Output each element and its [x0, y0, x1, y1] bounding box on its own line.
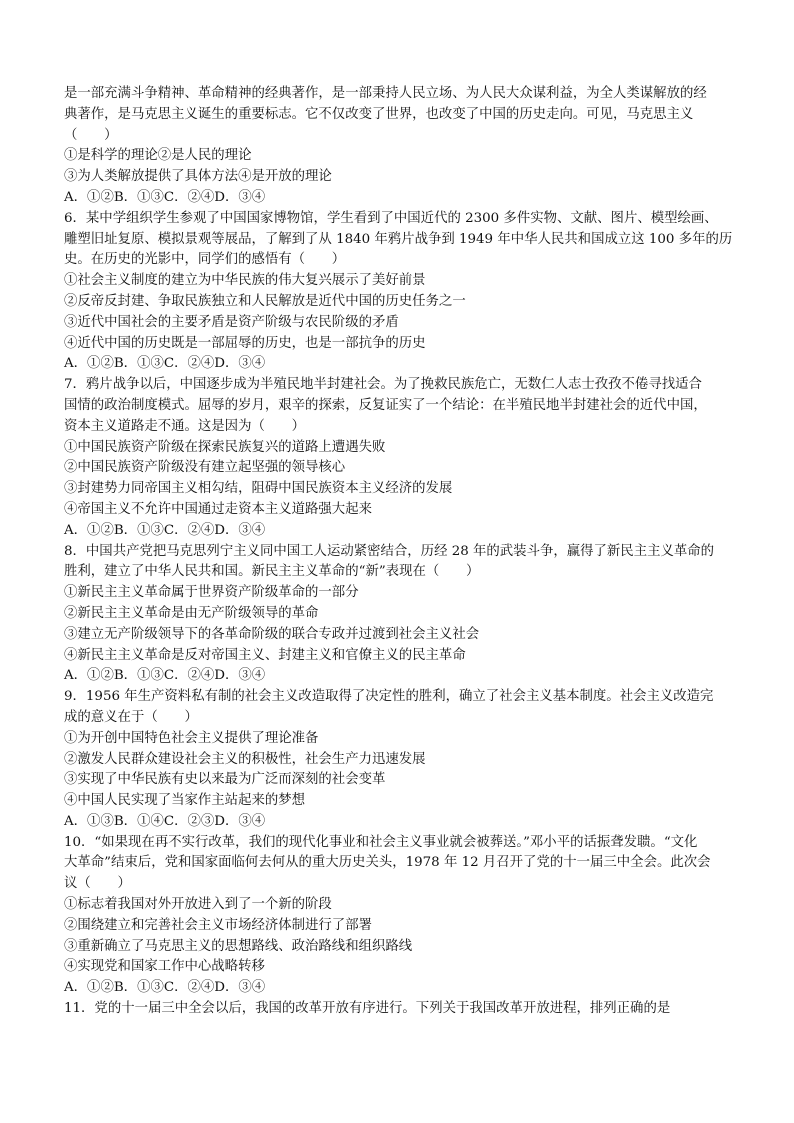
answer-choices: A．①②B．①③C．②④D．③④	[64, 356, 266, 372]
question-7	[64, 375, 732, 541]
question-text-line: 议（ ）	[64, 876, 131, 892]
option-statement: ②新民主主义革命是由无产阶级领导的革命	[64, 605, 319, 621]
question-text-line: 史。在历史的光影中，同学们的感悟有（ ）	[64, 252, 346, 268]
question-stem: 7．鸦片战争以后，中国逐步成为半殖民地半封建社会。为了挽救民族危亡，无数仁人志士孜孜不倦寻找适合	[64, 377, 702, 393]
question-11	[64, 999, 732, 1020]
question-text-line: 胜利，建立了中华人民共和国。新民主主义革命的“新”表现在（ ）	[64, 564, 480, 580]
option-statement: ③为人类解放提供了具体方法④是开放的理论	[64, 169, 332, 185]
option-statement: ③重新确立了马克思主义的思想路线、政治路线和组织路线	[64, 938, 413, 954]
question-text-line: 国情的政治制度模式。屈辱的岁月，艰辛的探索，反复证实了一个结论：在半殖民地半封建社会的近代中国，	[64, 397, 707, 413]
question-6	[64, 209, 732, 375]
question-text-line: 大革命”结束后，党和国家面临何去何从的重大历史关头，1978 年 12 月召开了党的十一届三中全会。此次会	[64, 855, 711, 871]
option-statement: ①为开创中国特色社会主义提供了理论准备	[64, 730, 319, 746]
question-stem: 11．党的十一届三中全会以后，我国的改革开放有序进行。下列关于我国改革开放进程，排列正确的是	[64, 1001, 671, 1017]
option-statement: ④近代中国的历史既是一部屈辱的历史，也是一部抗争的历史	[64, 335, 426, 351]
option-statement: ③实现了中华民族有史以来最为广泛而深刻的社会变革	[64, 772, 386, 788]
question-continuation	[64, 84, 732, 209]
answer-choices: A．①②B．①③C．②④D．③④	[64, 980, 266, 996]
answer-choices: A．①②B．①③C．②④D．③④	[64, 668, 266, 684]
option-statement: ②围绕建立和完善社会主义市场经济体制进行了部署	[64, 917, 372, 933]
question-stem: 9．1956 年生产资料私有制的社会主义改造取得了决定性的胜利，确立了社会主义基本制度。社会主义改造完	[64, 689, 714, 705]
answer-choices: A．①③B．①④C．②③D．③④	[64, 813, 266, 829]
option-statement: ④帝国主义不允许中国通过走资本主义道路强大起来	[64, 501, 372, 517]
question-8	[64, 542, 732, 688]
question-text-line: 资本主义道路走不通。这是因为（ ）	[64, 418, 306, 434]
question-text-line: 典著作，是马克思主义诞生的重要标志。它不仅改变了世界，也改变了中国的历史走向。可见，马克思主义	[64, 106, 694, 122]
answer-choices: A．①②B．①③C．②④D．③④	[64, 189, 266, 205]
option-statement: ①标志着我国对外开放进入到了一个新的阶段	[64, 897, 332, 913]
option-statement: ④中国人民实现了当家作主站起来的梦想	[64, 793, 306, 809]
option-statement: ③建立无产阶级领导下的各革命阶级的联合专政并过渡到社会主义社会	[64, 626, 480, 642]
option-statement: ①新民主主义革命属于世界资产阶级革命的一部分	[64, 585, 359, 601]
option-statement: ①是科学的理论②是人民的理论	[64, 148, 252, 164]
option-statement: ①社会主义制度的建立为中华民族的伟大复兴展示了美好前景	[64, 273, 426, 289]
question-text-line: 是一部充满斗争精神、革命精神的经典著作，是一部秉持人民立场、为人民大众谋利益，为全人类谋解放的经	[64, 86, 707, 101]
option-statement: ④新民主主义革命是反对帝国主义、封建主义和官僚主义的民主革命	[64, 647, 466, 663]
exam-page	[64, 84, 732, 1020]
question-text-line: 雕塑旧址复原、模拟景观等展品，了解到了从 1840 年鸦片战争到 1949 年中华人民共和国成立这 100 多年的历	[64, 231, 733, 247]
option-statement: ②反帝反封建、争取民族独立和人民解放是近代中国的历史任务之一	[64, 293, 466, 309]
option-statement: ③封建势力同帝国主义相勾结，阻碍中国民族资本主义经济的发展	[64, 481, 453, 497]
option-statement: ②中国民族资产阶级没有建立起坚强的领导核心	[64, 460, 346, 476]
option-statement: ④实现党和国家工作中心战略转移	[64, 959, 265, 975]
option-statement: ③近代中国社会的主要矛盾是资产阶级与农民阶级的矛盾	[64, 314, 399, 330]
question-text-line: 成的意义在于（ ）	[64, 709, 198, 725]
question-9	[64, 687, 732, 833]
answer-choices: A．①②B．①③C．②④D．③④	[64, 522, 266, 538]
question-text-line: （ ）	[64, 127, 118, 143]
question-10	[64, 833, 732, 999]
question-stem: 8．中国共产党把马克思列宁主义同中国工人运动紧密结合，历经 28 年的武装斗争，赢得了新民主主义革命的	[64, 543, 715, 559]
question-stem: 10．“如果现在再不实行改革，我们的现代化事业和社会主义事业就会被葬送。”邓小平的话振聋发聩。“文化	[64, 834, 698, 850]
question-stem: 6．某中学组织学生参观了中国国家博物馆，学生看到了中国近代的 2300 多件实物、文献、图片、模型绘画、	[64, 210, 718, 226]
option-statement: ①中国民族资产阶级在探索民族复兴的道路上遭遇失败	[64, 439, 386, 455]
option-statement: ②激发人民群众建设社会主义的积极性，社会生产力迅速发展	[64, 751, 426, 767]
